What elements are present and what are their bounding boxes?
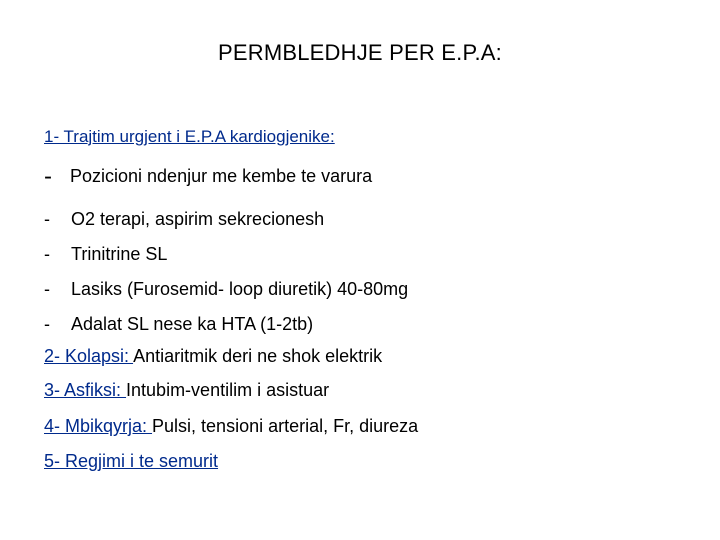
bullet-dash: - bbox=[44, 279, 50, 299]
list-item-text: Adalat SL nese ka HTA (1-2tb) bbox=[71, 314, 314, 334]
bullet-dash: - bbox=[44, 163, 52, 190]
bullet-dash: - bbox=[44, 244, 50, 264]
list-item bbox=[44, 279, 408, 300]
section3-text: Intubim-ventilim i asistuar bbox=[126, 380, 330, 400]
section3-label: 3- Asfiksi: bbox=[44, 380, 127, 400]
section5-label: 5- Regjimi i te semurit bbox=[44, 451, 219, 471]
section3-row bbox=[44, 380, 329, 401]
section5-row bbox=[44, 451, 218, 472]
list-item bbox=[44, 314, 313, 335]
list-item-text: Trinitrine SL bbox=[71, 244, 168, 264]
list-item-text: Lasiks (Furosemid- loop diuretik) 40-80mg bbox=[71, 279, 409, 299]
slide-title-text: PERMBLEDHJE PER E.P.A: bbox=[218, 40, 502, 65]
list-item bbox=[44, 209, 324, 230]
section2-text: Antiaritmik deri ne shok elektrik bbox=[133, 346, 383, 366]
section2-label: 2- Kolapsi: bbox=[44, 346, 134, 366]
section4-label: 4- Mbikqyrja: bbox=[44, 416, 153, 436]
list-item bbox=[44, 165, 372, 189]
slide-title bbox=[0, 40, 720, 66]
section1-heading: 1- Trajtim urgjent i E.P.A kardiogjenike: bbox=[44, 127, 335, 146]
bullet-dash: - bbox=[44, 209, 50, 229]
list-item-text: O2 terapi, aspirim sekrecionesh bbox=[71, 209, 325, 229]
bullet-dash: - bbox=[44, 314, 50, 334]
section4-row bbox=[44, 416, 418, 437]
list-item bbox=[44, 244, 167, 265]
list-item-text: Pozicioni ndenjur me kembe te varura bbox=[70, 166, 373, 186]
section4-text: Pulsi, tensioni arterial, Fr, diureza bbox=[152, 416, 419, 436]
section2-row bbox=[44, 346, 382, 367]
